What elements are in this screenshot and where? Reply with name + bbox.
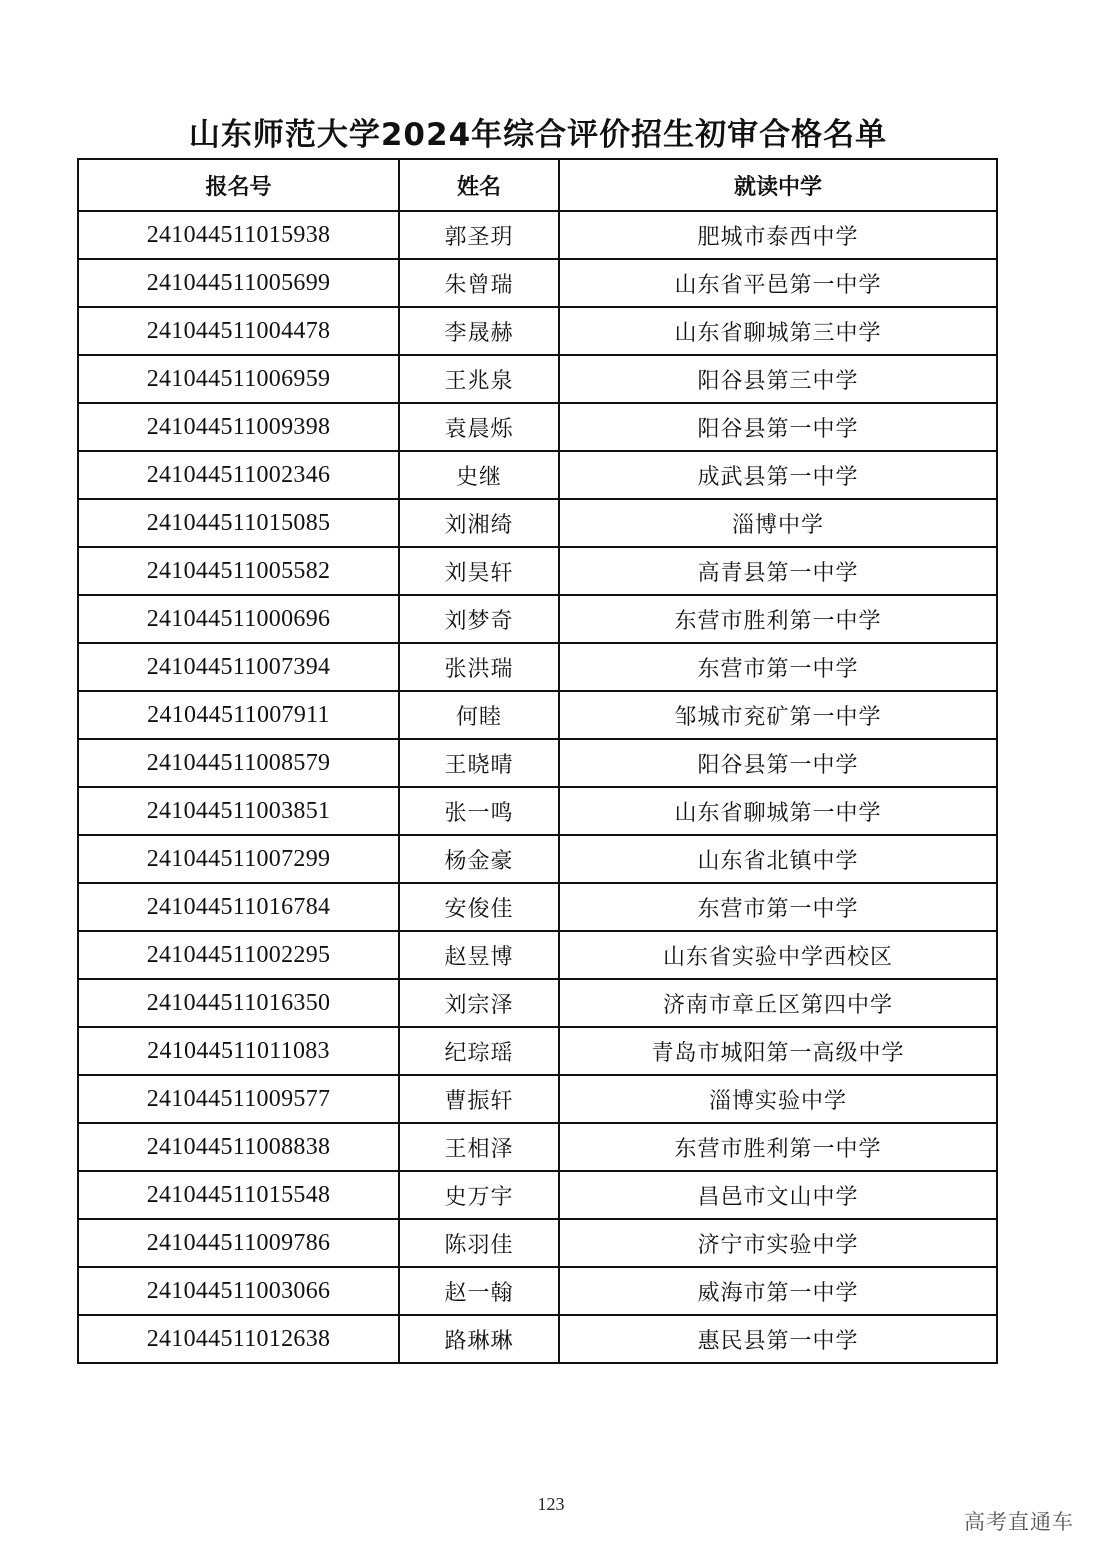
name-cell: 郭圣玥 <box>399 211 559 259</box>
registration-number-cell: 241044511016350 <box>78 979 399 1027</box>
name-cell: 朱曾瑞 <box>399 259 559 307</box>
school-cell: 东营市胜利第一中学 <box>559 1123 997 1171</box>
registration-number-cell: 241044511015548 <box>78 1171 399 1219</box>
name-cell: 陈羽佳 <box>399 1219 559 1267</box>
registration-number-cell: 241044511005582 <box>78 547 399 595</box>
school-cell: 淄博实验中学 <box>559 1075 997 1123</box>
name-cell: 张一鸣 <box>399 787 559 835</box>
registration-number-cell: 241044511006959 <box>78 355 399 403</box>
page-number: 123 <box>537 1494 565 1514</box>
registration-number-cell: 241044511016784 <box>78 883 399 931</box>
school-cell: 威海市第一中学 <box>559 1267 997 1315</box>
school-cell: 成武县第一中学 <box>559 451 997 499</box>
school-cell: 惠民县第一中学 <box>559 1315 997 1363</box>
name-cell: 王晓晴 <box>399 739 559 787</box>
name-cell: 李晟赫 <box>399 307 559 355</box>
header-row <box>78 159 997 211</box>
table-row <box>78 883 997 931</box>
registration-number-cell: 241044511002346 <box>78 451 399 499</box>
school-cell: 东营市胜利第一中学 <box>559 595 997 643</box>
registration-number-cell: 241044511015938 <box>78 211 399 259</box>
registration-number-cell: 241044511002295 <box>78 931 399 979</box>
school-cell: 高青县第一中学 <box>559 547 997 595</box>
table-row <box>78 355 997 403</box>
name-cell: 路琳琳 <box>399 1315 559 1363</box>
registration-number-cell: 241044511012638 <box>78 1315 399 1363</box>
school-cell: 东营市第一中学 <box>559 643 997 691</box>
table-row <box>78 1171 997 1219</box>
school-cell: 昌邑市文山中学 <box>559 1171 997 1219</box>
table-row <box>78 1075 997 1123</box>
registration-number-cell: 241044511015085 <box>78 499 399 547</box>
name-cell: 王兆泉 <box>399 355 559 403</box>
registration-number-cell: 241044511003851 <box>78 787 399 835</box>
name-cell: 纪琮瑶 <box>399 1027 559 1075</box>
school-cell: 淄博中学 <box>559 499 997 547</box>
table-body <box>78 211 997 1363</box>
school-cell: 青岛市城阳第一高级中学 <box>559 1027 997 1075</box>
registration-number-cell: 241044511007911 <box>78 691 399 739</box>
name-cell: 刘昊轩 <box>399 547 559 595</box>
registration-number-cell: 241044511005699 <box>78 259 399 307</box>
school-cell: 济宁市实验中学 <box>559 1219 997 1267</box>
school-cell: 山东省聊城第一中学 <box>559 787 997 835</box>
registration-number-cell: 241044511009398 <box>78 403 399 451</box>
registration-number-cell: 241044511008838 <box>78 1123 399 1171</box>
name-cell: 赵一翰 <box>399 1267 559 1315</box>
name-cell: 袁晨烁 <box>399 403 559 451</box>
table-row <box>78 1123 997 1171</box>
school-cell: 山东省平邑第一中学 <box>559 259 997 307</box>
table-row <box>78 691 997 739</box>
name-cell: 杨金豪 <box>399 835 559 883</box>
registration-number-cell: 241044511007394 <box>78 643 399 691</box>
school-cell: 东营市第一中学 <box>559 883 997 931</box>
table-row <box>78 1267 997 1315</box>
table-row <box>78 1315 997 1363</box>
table-row <box>78 739 997 787</box>
header-school: 就读中学 <box>559 159 997 211</box>
table-row <box>78 403 997 451</box>
name-cell: 刘湘绮 <box>399 499 559 547</box>
page-title: 山东师范大学2024年综合评价招生初审合格名单 <box>188 117 888 153</box>
school-cell: 邹城市兖矿第一中学 <box>559 691 997 739</box>
table-row <box>78 499 997 547</box>
school-cell: 阳谷县第三中学 <box>559 355 997 403</box>
table-row <box>78 643 997 691</box>
table-row <box>78 931 997 979</box>
table-row <box>78 1027 997 1075</box>
registration-number-cell: 241044511004478 <box>78 307 399 355</box>
registration-number-cell: 241044511007299 <box>78 835 399 883</box>
school-cell: 山东省聊城第三中学 <box>559 307 997 355</box>
table-header <box>78 159 997 211</box>
school-cell: 济南市章丘区第四中学 <box>559 979 997 1027</box>
table-row <box>78 307 997 355</box>
name-cell: 赵昱博 <box>399 931 559 979</box>
header-registration-number: 报名号 <box>78 159 399 211</box>
table-row <box>78 547 997 595</box>
table-row <box>78 835 997 883</box>
name-cell: 刘宗泽 <box>399 979 559 1027</box>
name-cell: 王相泽 <box>399 1123 559 1171</box>
school-cell: 肥城市泰西中学 <box>559 211 997 259</box>
school-cell: 山东省实验中学西校区 <box>559 931 997 979</box>
admission-list-table <box>77 158 998 1364</box>
name-cell: 刘梦奇 <box>399 595 559 643</box>
header-name: 姓名 <box>399 159 559 211</box>
school-cell: 阳谷县第一中学 <box>559 739 997 787</box>
table-row <box>78 787 997 835</box>
registration-number-cell: 241044511009786 <box>78 1219 399 1267</box>
name-cell: 何睦 <box>399 691 559 739</box>
school-cell: 阳谷县第一中学 <box>559 403 997 451</box>
registration-number-cell: 241044511009577 <box>78 1075 399 1123</box>
table-row <box>78 1219 997 1267</box>
name-cell: 安俊佳 <box>399 883 559 931</box>
table-row <box>78 211 997 259</box>
name-cell: 张洪瑞 <box>399 643 559 691</box>
table-row <box>78 595 997 643</box>
watermark-text: 高考直通车 <box>964 1510 1074 1534</box>
table-row <box>78 979 997 1027</box>
name-cell: 曹振轩 <box>399 1075 559 1123</box>
registration-number-cell: 241044511003066 <box>78 1267 399 1315</box>
name-cell: 史万宇 <box>399 1171 559 1219</box>
table-row <box>78 451 997 499</box>
registration-number-cell: 241044511000696 <box>78 595 399 643</box>
name-cell: 史继 <box>399 451 559 499</box>
registration-number-cell: 241044511011083 <box>78 1027 399 1075</box>
table-row <box>78 259 997 307</box>
school-cell: 山东省北镇中学 <box>559 835 997 883</box>
registration-number-cell: 241044511008579 <box>78 739 399 787</box>
